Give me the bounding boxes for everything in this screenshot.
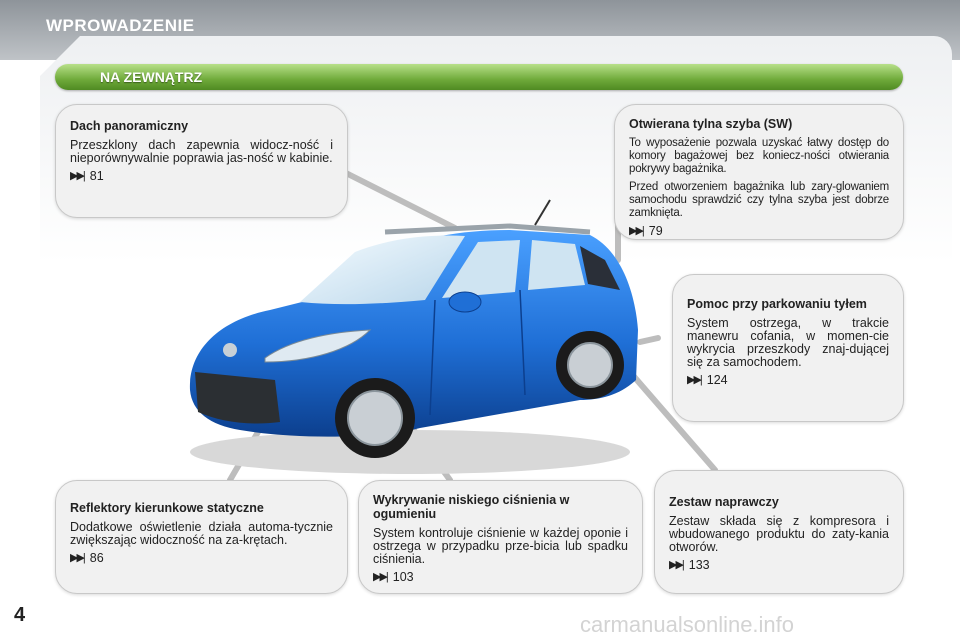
car-illustration	[180, 190, 650, 480]
callout-panoramic-roof	[55, 104, 348, 218]
page-reference	[687, 374, 889, 387]
reference-page: 124	[706, 373, 728, 387]
page-reference	[70, 552, 333, 565]
callout-body: System kontroluje ciśnienie w każdej oponie i ostrzega w przypadku prze-bicia lub spadku ciśnienia.	[373, 526, 628, 566]
section-title: NA ZEWNĄTRZ	[100, 69, 203, 85]
callout-body: Zestaw składa się z kompresora i wbudowanego produktu do zaty-kania otworów.	[669, 514, 889, 554]
callout-rear-window	[614, 104, 904, 240]
reference-page: 79	[648, 224, 663, 238]
page-reference	[373, 571, 628, 584]
callout-title: Zestaw naprawczy	[669, 495, 779, 509]
page-number: 4	[14, 604, 26, 626]
page-title: WPROWADZENIE	[46, 16, 195, 35]
callout-title: Dach panoramiczny	[70, 119, 189, 133]
reference-page: 81	[89, 169, 104, 183]
page-reference	[70, 170, 333, 183]
callout-title: Otwierana tylna szyba (SW)	[629, 117, 793, 131]
grille	[195, 372, 280, 424]
reference-page: 86	[89, 551, 104, 565]
callout-body: Dodatkowe oświetlenie działa automa-tycznie zwiększając widoczność na za-krętach.	[70, 520, 333, 547]
callout-cornering-lights	[55, 480, 348, 594]
callout-title: Wykrywanie niskiego ciśnienia w ogumieniu	[373, 493, 570, 521]
reference-page: 133	[688, 558, 710, 572]
fast-forward-icon: ▶▶|	[669, 559, 683, 571]
rear-wheel-rim	[568, 343, 612, 387]
side-mirror	[449, 292, 481, 312]
reference-page: 103	[392, 570, 414, 584]
callout-title: Reflektory kierunkowe statyczne	[70, 501, 264, 515]
callout-repair-kit	[654, 470, 904, 594]
callout-tyre-pressure	[358, 480, 643, 594]
fast-forward-icon: ▶▶|	[373, 571, 387, 583]
antenna	[535, 200, 550, 225]
fast-forward-icon: ▶▶|	[687, 374, 701, 386]
fast-forward-icon: ▶▶|	[70, 552, 84, 564]
badge	[223, 343, 237, 357]
callout-body-2: Przed otworzeniem bagażnika lub zary-glowaniem samochodu sprawdzić czy tylna szyba jest dobrze zamknięta.	[629, 181, 889, 219]
watermark: carmanualsonline.info	[580, 612, 795, 637]
front-wheel-rim	[348, 391, 402, 445]
callout-parking-assist	[672, 274, 904, 422]
callout-body: System ostrzega, w trakcie manewru cofania, w momen-cie wykrycia przeszkody znaj-dującej się za samochodem.	[687, 316, 889, 369]
page-reference	[669, 559, 889, 572]
fast-forward-icon: ▶▶|	[70, 170, 84, 182]
callout-title: Pomoc przy parkowaniu tyłem	[687, 297, 867, 311]
callout-body: To wyposażenie pozwala uzyskać łatwy dostęp do komory bagażowej bez koniecz-ności otwierania pokrywy bagażnika.	[629, 137, 889, 175]
fast-forward-icon: ▶▶|	[629, 225, 643, 237]
callout-body: Przeszklony dach zapewnia widocz-ność i nieporównywalnie poprawia jas-ność w kabinie.	[70, 138, 333, 165]
page-reference	[629, 225, 889, 238]
